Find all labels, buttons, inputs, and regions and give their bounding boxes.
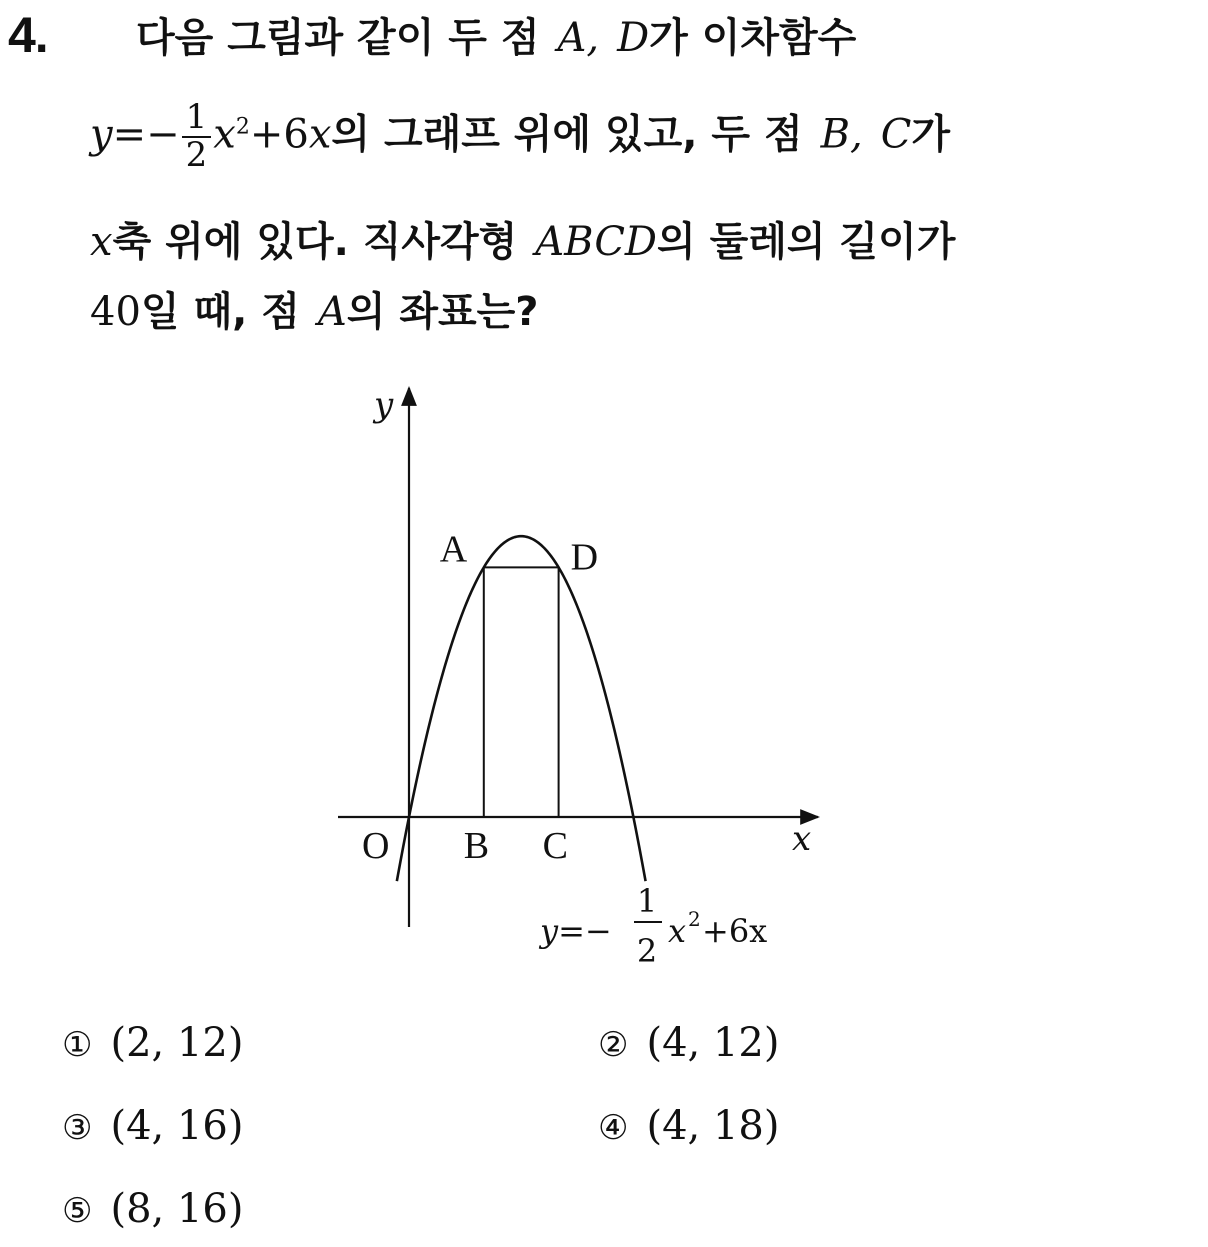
var-x: x (90, 219, 113, 265)
choice-mark: ② (598, 1025, 629, 1065)
choice-value: (4, 12) (646, 1020, 780, 1066)
question-text: 일 때, 점 (140, 289, 300, 335)
var-a: A (317, 289, 347, 335)
question-text: 축 위에 있다. 직사각형 (112, 219, 518, 265)
point-d-label: D (570, 536, 599, 579)
curve-label-exponent: 2 (688, 907, 701, 931)
choice-2[interactable] (598, 1020, 779, 1066)
curve-label-denominator: 2 (636, 932, 658, 970)
fraction-numerator: 1 (182, 100, 212, 138)
origin-label: O (362, 825, 390, 867)
choice-1[interactable] (62, 1020, 243, 1066)
var-y: y (90, 111, 113, 158)
choice-value: (8, 16) (110, 1186, 244, 1232)
var-x: x (213, 111, 236, 158)
var-abcd: ABCD (535, 219, 657, 265)
var-a: A, (557, 15, 600, 61)
choice-mark: ① (62, 1025, 93, 1065)
point-b-label: B (463, 825, 490, 867)
var-d: D (617, 15, 650, 61)
fraction-denominator: 2 (185, 134, 208, 175)
curve-label-x: x (668, 912, 687, 950)
choice-value: (4, 18) (646, 1103, 780, 1149)
parabola-curve (397, 536, 646, 881)
choice-5[interactable] (62, 1186, 243, 1232)
choice-mark: ④ (598, 1108, 629, 1148)
choice-value: (4, 16) (110, 1103, 244, 1149)
curve-equation-label (538, 882, 767, 970)
choice-mark: ⑤ (62, 1191, 93, 1231)
x-axis-label: x (792, 819, 812, 859)
point-c-label: C (542, 825, 568, 867)
choice-mark: ③ (62, 1108, 93, 1148)
plus-six: +6 (249, 111, 309, 158)
equals-minus: =− (112, 111, 180, 158)
question-text: 의 좌표는? (346, 289, 539, 335)
curve-label-lhs: y=− (540, 912, 612, 950)
point-a-label: A (439, 528, 468, 571)
var-b: B, (820, 111, 863, 158)
question-text: 가 이차함수 (649, 15, 857, 61)
question-number: 4. (8, 7, 48, 63)
var-x: x (308, 111, 332, 158)
question-text: 의 둘레의 길이가 (657, 219, 956, 265)
curve-label-numerator: 1 (636, 882, 658, 920)
question-text: 다음 그림과 같이 두 점 (136, 15, 540, 61)
exponent: 2 (235, 114, 250, 140)
number-forty: 40 (90, 289, 141, 335)
var-c: C (880, 111, 912, 158)
question-text: 의 그래프 위에 있고, 두 점 (331, 111, 803, 158)
question-text: 가 (911, 111, 950, 158)
choice-value: (2, 12) (110, 1020, 244, 1066)
y-axis-label: y (374, 385, 394, 425)
choice-4[interactable] (598, 1103, 779, 1149)
choice-3[interactable] (62, 1103, 243, 1149)
curve-label-rest: +6x (702, 912, 768, 950)
